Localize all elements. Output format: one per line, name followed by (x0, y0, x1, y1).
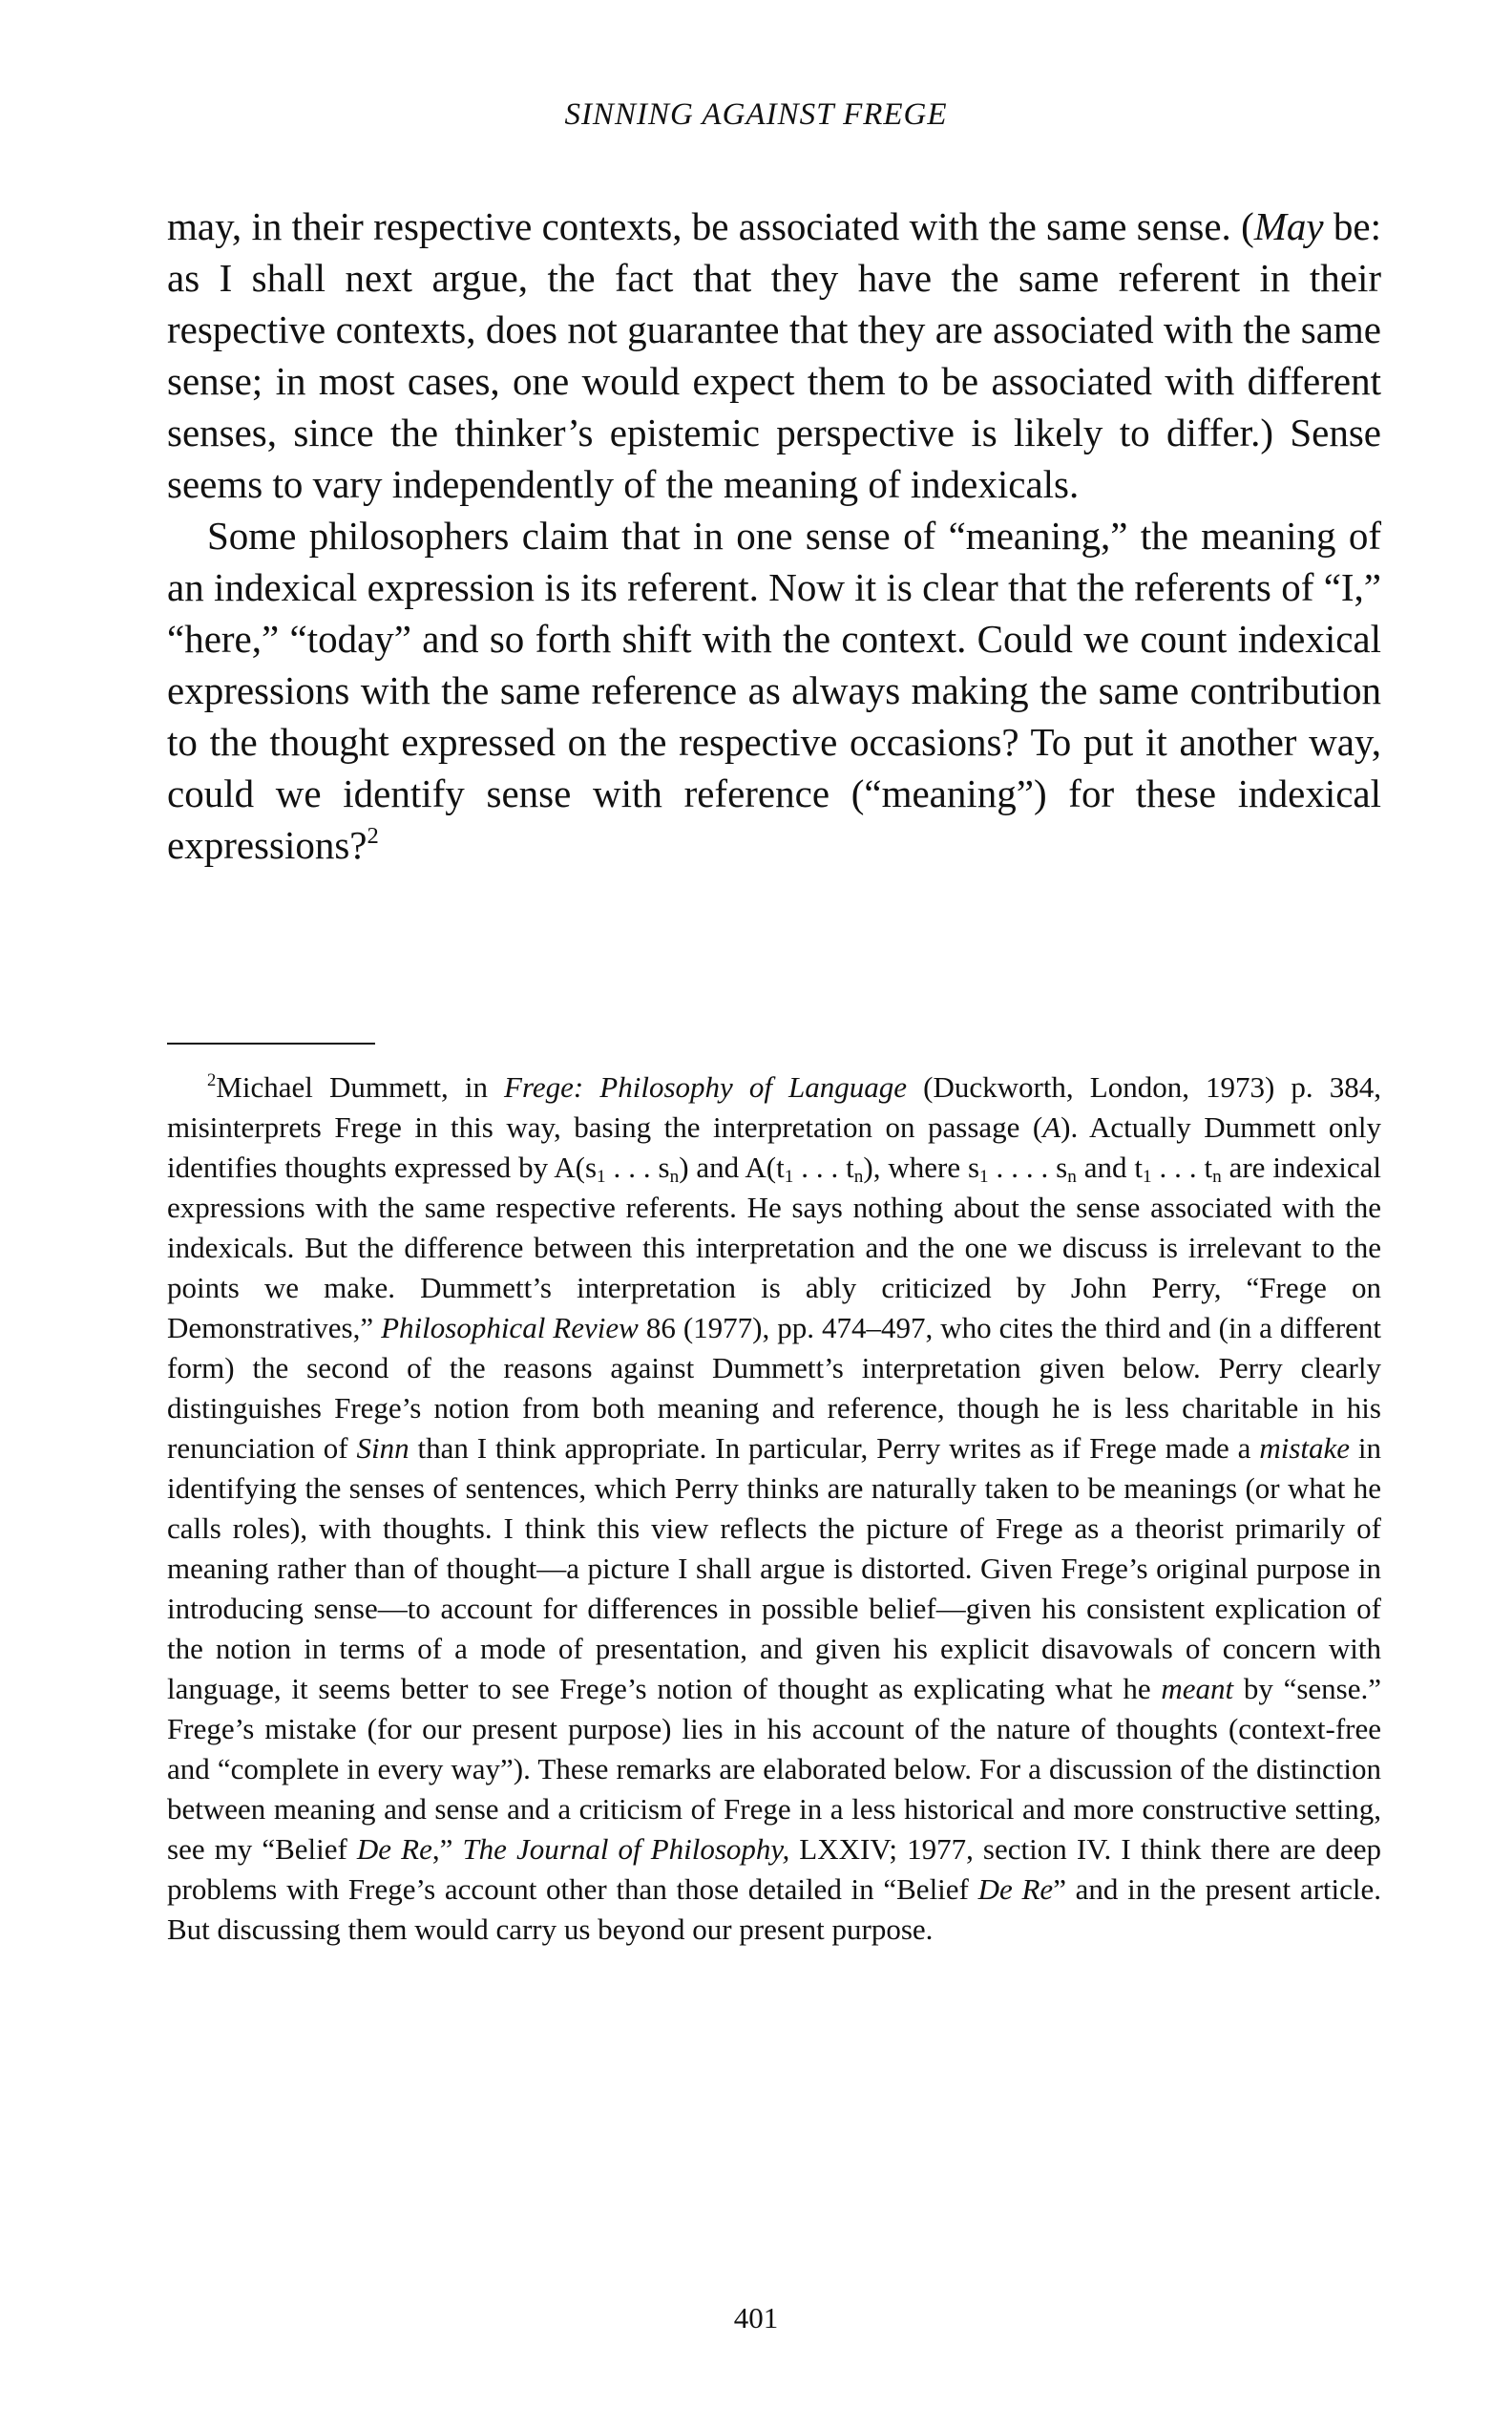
subscript: n (853, 1166, 864, 1187)
footnote-title: The Journal of Philosophy, (462, 1832, 790, 1866)
footnote-text: by “sense.” Frege’s mistake (for our present purpose) lies in his account of the nature of thoughts (context-free and “complete in every way”). These remarks are elaborated below. For a discussion of the distinction between meaning and sense and a criticism of Frege in a less historical and more constructive setting, see my “Belief (167, 1672, 1382, 1866)
subscript: n (1067, 1166, 1077, 1187)
footnote-text: LXXIV; 1977, section IV. I think there are deep problems with Frege’s account other than those detailed in “Belief (167, 1832, 1382, 1906)
footnote-text: ) and A(t (679, 1151, 785, 1184)
subscript: 1 (979, 1166, 989, 1187)
footnote-reference[interactable]: 2 (367, 823, 379, 850)
subscript: 1 (597, 1166, 606, 1187)
footnote (167, 1067, 1381, 1950)
footnote-text: ,” (431, 1832, 463, 1866)
footnote-text: . . . t (1151, 1151, 1213, 1184)
footnote-text: and t (1076, 1151, 1144, 1184)
paragraph-1-emphasis: May (1253, 204, 1324, 248)
footnote-italic: meant (1161, 1672, 1234, 1705)
main-text (167, 201, 1381, 871)
running-head: SINNING AGAINST FREGE (564, 97, 948, 132)
page-number: 401 (733, 2301, 779, 2334)
subscript: 1 (1143, 1166, 1152, 1187)
footnote-text: in identifying the senses of sentences, which Perry thinks are naturally taken to be meanings (or what he calls roles), with thoughts. I think this view reflects the picture of Frege as a theorist primarily of meaning rather than of thought—a picture I shall argue is distorted. Given Frege’s original purpose in introducing sense—to account for differences in possible belief—given his consistent explication of the notion in terms of a mode of presentation, and given his explicit disavowals of concern with language, it seems better to see Frege’s notion of thought as explicating what he (167, 1431, 1381, 1705)
footnote-rule (167, 1043, 375, 1045)
footnote-text: than I think appropriate. In particular, Perry writes as if Frege made a (409, 1431, 1260, 1465)
footnote-text: (Duckworth, London, 1973) p. 384, misinterprets Frege in this way, basing the interpretation on passage ( (167, 1070, 1381, 1144)
subscript: 1 (784, 1166, 794, 1187)
footnote-text: 86 (1977), pp. 474–497, who cites the third and (in a different form) the second of the reasons against Dummett’s interpretation given below. Perry clearly distinguishes Frege’s notion from both meaning and reference, though he is less charitable in his renunciation of (167, 1311, 1382, 1465)
paragraph-1-text-b: be: as I shall next argue, the fact that they have the same referent in their respective contexts, does not guarantee that they are associated with the same sense; in most cases, one would expect them to be associated with different senses, since the thinker’s epistemic perspective is likely to differ.) Sense seems to vary independently of the meaning of indexicals. (167, 204, 1381, 506)
footnote-title: Frege: Philosophy of Language (504, 1070, 908, 1104)
paragraph-2-text: Some philosophers claim that in one sense of “meaning,” the meaning of an indexical expression is its referent. Now it is clear that the referents of “I,” “here,” “today” and so forth shift with the context. Could we count indexical expressions with the same reference as always making the same contribution to the thought expressed on the respective occasions? To put it another way, could we identify sense with reference (“meaning”) for these indexical expressions? (167, 514, 1381, 867)
subscript: n (1212, 1166, 1222, 1187)
subscript: n (669, 1166, 680, 1187)
footnote-title: Philosophical Review (381, 1311, 639, 1344)
footnote-text: are indexical expressions with the same respective referents. He says nothing about the sense associated with the indexicals. But the difference between this interpretation and the one we discuss is irrelevant to the points we make. Dummett’s interpretation is ably criticized by John Perry, “Frege on Demonstratives,” (167, 1151, 1381, 1344)
paragraph-2 (167, 510, 1381, 871)
footnote-text: Michael Dummett, in (216, 1070, 505, 1104)
footnote-text: ), where s (863, 1151, 980, 1184)
footnote-text: ” and in the present article. But discussing them would carry us beyond our present purpose. (167, 1872, 1382, 1946)
footnote-text: . . . s (605, 1151, 670, 1184)
footnote-text: . . . t (793, 1151, 854, 1184)
footnote-italic: Sinn (356, 1431, 410, 1465)
footnote-italic: A (1042, 1110, 1061, 1144)
footnote-title: De Re (977, 1872, 1054, 1906)
footnote-marker: 2 (207, 1069, 217, 1090)
footnote-italic: mistake (1259, 1431, 1351, 1465)
paragraph-1-text-a: may, in their respective contexts, be associated with the same sense. ( (167, 204, 1254, 248)
footnote-text: ). Actually Dummett only identifies thoughts expressed by A(s (167, 1110, 1381, 1184)
footnote-title: De Re (356, 1832, 432, 1866)
paragraph-1 (167, 201, 1381, 510)
footnote-text: . . . . s (988, 1151, 1068, 1184)
